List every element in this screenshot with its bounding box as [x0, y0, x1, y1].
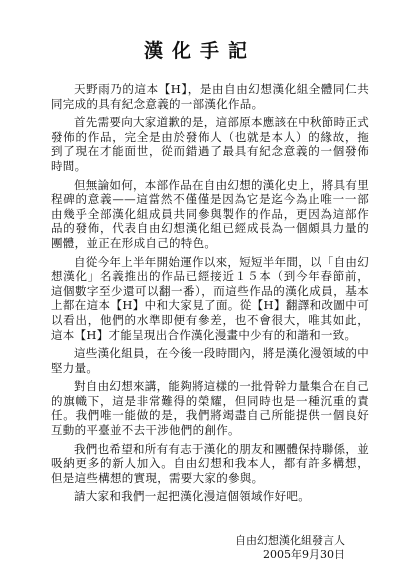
paragraph: 我們也希望和所有有志于漢化的朋友和團體保持聯係，並吸納更多的新人加入。自由幻想和我本人，都有許多構想，但是這些構想的實現，需要大家的參與。: [51, 441, 369, 485]
paragraph: 天野雨乃的這本【H】，是由自由幻想漢化組全體同仁共同完成的具有紀念意義的一部漢化作品。: [51, 82, 369, 111]
paragraph: 首先需要向大家道歉的是，這部原本應該在中秋節時正式發佈的作品，完全是由於發佈人（也就是本人）的緣故，拖到了現在才能面世，從而錯過了最具有紀念意義的一個發佈時間。: [51, 115, 369, 173]
signature-date: 2005年9月30日: [263, 548, 345, 561]
paragraph: 但無論如何，本部作品在自由幻想的漢化史上，將具有里程碑的意義——這當然不僅僅是因為它是迄今為止唯一一部由幾乎全部漢化組成員共同參與製作的作品，更因為這部作品的發佈，代表自由幻想漢化組已經成長為一個頗具力量的團體，並正在形成自己的特色。: [51, 177, 369, 250]
signature-block: [235, 534, 345, 562]
paragraph: 自從今年上半年開始運作以來，短短半年間，以「自由幻想漢化」名義推出的作品已經接近１５本（到今年春節前，這個數字至少還可以翻一番），而這些作品的漢化成員，基本上都在這本【H】中和大家見了面。從【H】翻譯和改圖中可以看出，他們的水準即便有參差，也不會很大，唯其如此，這本【H】才能呈現出合作漢化漫畫中少有的和諧和一致。: [51, 254, 369, 342]
document-body: [51, 82, 369, 508]
document-title: 漢化手記: [143, 40, 256, 62]
signature-author: 自由幻想漢化組發言人: [235, 534, 345, 547]
paragraph: 請大家和我們一起把漢化漫這個領域作好吧。: [74, 489, 310, 504]
paragraph: 這些漢化組員，在今後一段時間內，將是漢化漫領域的中堅力量。: [51, 346, 369, 375]
paragraph: 對自由幻想來講，能夠將這樣的一批骨幹力量集合在自己的旗幟下，這是非常難得的榮耀，但同時也是一種沉重的責任。我們唯一能做的是，我們將竭盡自己所能提供一個良好互動的平臺並不去干涉他們的創作。: [51, 379, 369, 438]
